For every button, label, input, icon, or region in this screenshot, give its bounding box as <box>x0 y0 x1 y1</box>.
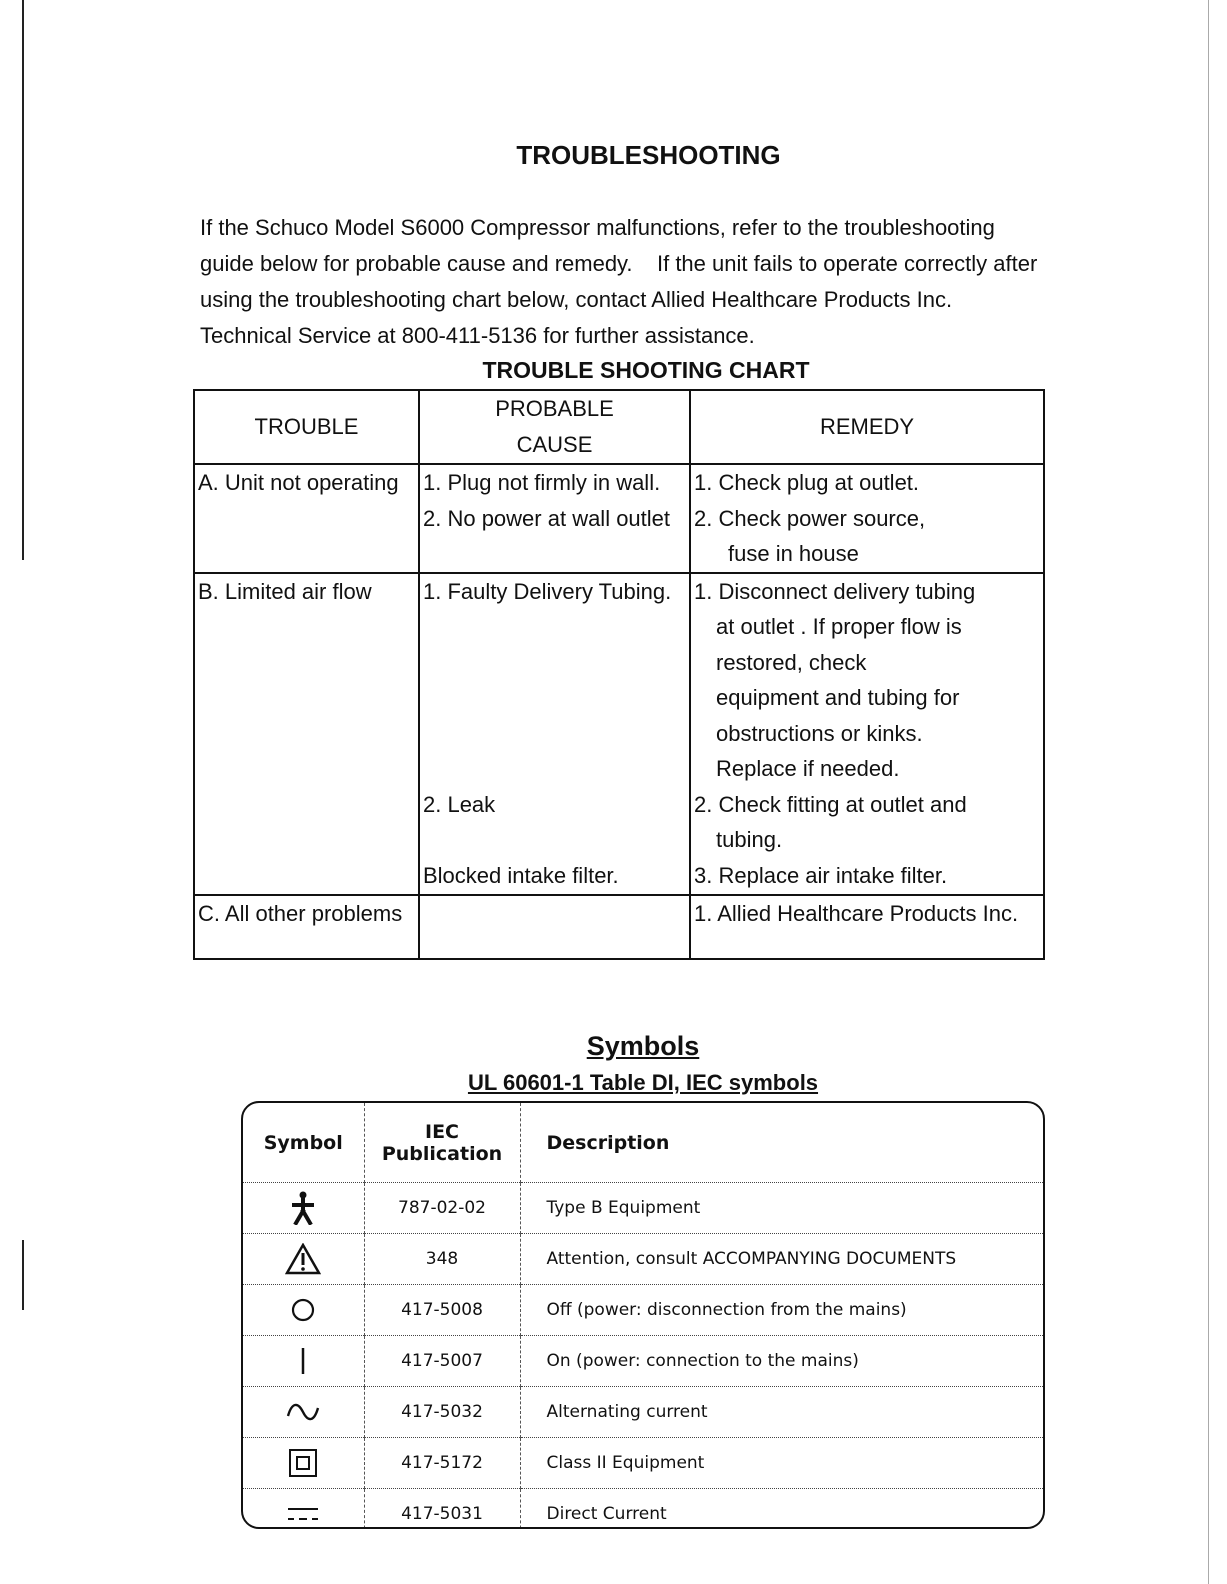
chart-title: TROUBLE SHOOTING CHART <box>482 357 810 383</box>
scan-edge-left-lower <box>22 1240 24 1310</box>
trouble-text: C. All other problems <box>198 900 403 926</box>
symbols-header-row <box>243 1103 1043 1183</box>
symbol-row <box>243 1336 1043 1387</box>
cause-text: 2. Leak <box>423 791 496 817</box>
header-iec-publication <box>364 1103 520 1183</box>
remedy-text: 2. Check power source, <box>694 505 926 531</box>
remedy-text: obstructions or kinks. <box>716 720 923 746</box>
publication-cell: 417-5008 <box>364 1285 520 1336</box>
scan-edge-right <box>1208 0 1209 1584</box>
remedy-text: fuse in house <box>728 541 859 566</box>
description-cell: Alternating current <box>520 1387 1043 1438</box>
trouble-text: B. Limited air flow <box>198 578 372 604</box>
publication-cell: 417-5172 <box>364 1438 520 1489</box>
symbol-cell <box>243 1489 364 1530</box>
cause-text: 1. Plug not firmly in wall. <box>423 470 661 495</box>
header-symbol: Symbol <box>243 1103 364 1183</box>
type-b-person-icon <box>291 1191 315 1225</box>
cause-cell <box>419 895 690 959</box>
cause-spacer <box>423 609 686 645</box>
intro-line: guide below for probable cause and remedy. If the unit fails to operate correctly after <box>200 251 1038 276</box>
power-off-circle-icon <box>290 1297 316 1323</box>
table-row <box>194 464 1044 573</box>
symbol-row <box>243 1387 1043 1438</box>
cause-text: Blocked intake filter. <box>423 862 619 888</box>
remedy-cell <box>690 464 1044 573</box>
symbols-table-frame <box>241 1101 1045 1529</box>
cause-spacer <box>423 716 686 752</box>
symbol-row <box>243 1285 1043 1336</box>
direct-current-icon <box>286 1504 320 1524</box>
class-ii-square-icon <box>288 1448 318 1478</box>
cause-spacer <box>423 680 686 716</box>
symbol-row <box>243 1489 1043 1530</box>
remedy-text: at outlet . If proper flow is <box>716 614 962 639</box>
intro-line: using the troubleshooting chart below, contact Allied Healthcare Products Inc. <box>200 287 953 312</box>
description-cell: Direct Current <box>546 1504 667 1524</box>
cause-text: 1. Faulty Delivery Tubing. <box>423 578 672 604</box>
alternating-current-icon <box>286 1400 320 1424</box>
description-cell: Attention, consult ACCOMPANYING DOCUMENTS <box>520 1234 1043 1285</box>
troubleshooting-table <box>193 389 1045 960</box>
remedy-cell <box>690 573 1044 895</box>
power-on-line-icon <box>298 1347 308 1375</box>
intro-line: If the Schuco Model S6000 Compressor malfunctions, refer to the troubleshooting <box>200 215 995 240</box>
cause-cell <box>419 464 690 573</box>
symbol-cell <box>243 1336 364 1387</box>
table-row <box>194 573 1044 895</box>
description-cell: Class II Equipment <box>520 1438 1043 1489</box>
header-cause-line: PROBABLE <box>495 396 614 421</box>
header-pub-line: IEC <box>425 1120 459 1143</box>
header-trouble: TROUBLE <box>194 390 419 464</box>
cause-spacer <box>423 645 686 681</box>
intro-line: Technical Service at 800-411-5136 for further assistance. <box>200 323 755 348</box>
publication-cell: 348 <box>364 1234 520 1285</box>
symbol-cell <box>243 1183 364 1234</box>
warning-triangle-icon <box>285 1243 321 1275</box>
publication-cell: 417-5031 <box>364 1489 520 1530</box>
publication-cell: 417-5032 <box>364 1387 520 1438</box>
remedy-text: 2. Check fitting at outlet and <box>694 791 967 817</box>
remedy-text: restored, check <box>716 649 867 675</box>
symbol-cell <box>243 1234 364 1285</box>
header-remedy: REMEDY <box>690 390 1044 464</box>
cause-spacer <box>423 751 686 787</box>
description-cell: Off (power: disconnection from the mains) <box>520 1285 1043 1336</box>
header-description: Description <box>520 1103 1043 1183</box>
header-probable-cause <box>419 390 690 464</box>
intro-paragraph <box>200 210 1120 354</box>
symbol-row <box>243 1183 1043 1234</box>
remedy-text: 1. Disconnect delivery tubing <box>694 578 976 604</box>
remedy-text: 3. Replace air intake filter. <box>694 862 948 888</box>
cause-cell <box>419 573 690 895</box>
table-header-row <box>194 390 1044 464</box>
remedy-text: equipment and tubing for <box>716 685 960 710</box>
table-row <box>194 895 1044 959</box>
symbol-cell <box>243 1438 364 1489</box>
symbols-table <box>243 1103 1043 1529</box>
publication-cell: 417-5007 <box>364 1336 520 1387</box>
symbol-cell <box>243 1387 364 1438</box>
header-cause-line: CAUSE <box>516 432 593 457</box>
page-title: TROUBLESHOOTING <box>516 140 781 170</box>
trouble-cell <box>194 895 419 959</box>
symbol-row <box>243 1234 1043 1285</box>
remedy-text: tubing. <box>716 827 783 852</box>
header-pub-line: Publication <box>381 1142 503 1165</box>
symbol-row <box>243 1438 1043 1489</box>
description-cell: On (power: connection to the mains) <box>520 1336 1043 1387</box>
symbol-cell <box>243 1285 364 1336</box>
cause-text: 2. No power at wall outlet <box>423 505 671 531</box>
publication-cell: 787-02-02 <box>364 1183 520 1234</box>
remedy-text: 1. Allied Healthcare Products Inc. <box>694 900 1019 926</box>
cause-spacer <box>423 822 686 858</box>
symbols-heading: Symbols <box>586 1031 700 1061</box>
remedy-cell <box>690 895 1044 959</box>
remedy-text: 1. Check plug at outlet. <box>694 470 920 495</box>
symbols-subheading: UL 60601-1 Table DI, IEC symbols <box>467 1070 819 1095</box>
description-cell: Type B Equipment <box>520 1183 1043 1234</box>
trouble-cell <box>194 573 419 895</box>
trouble-cell <box>194 464 419 573</box>
trouble-text: A. Unit not operating <box>198 470 399 495</box>
remedy-text: Replace if needed. <box>716 756 900 781</box>
scan-edge-left <box>22 0 24 560</box>
